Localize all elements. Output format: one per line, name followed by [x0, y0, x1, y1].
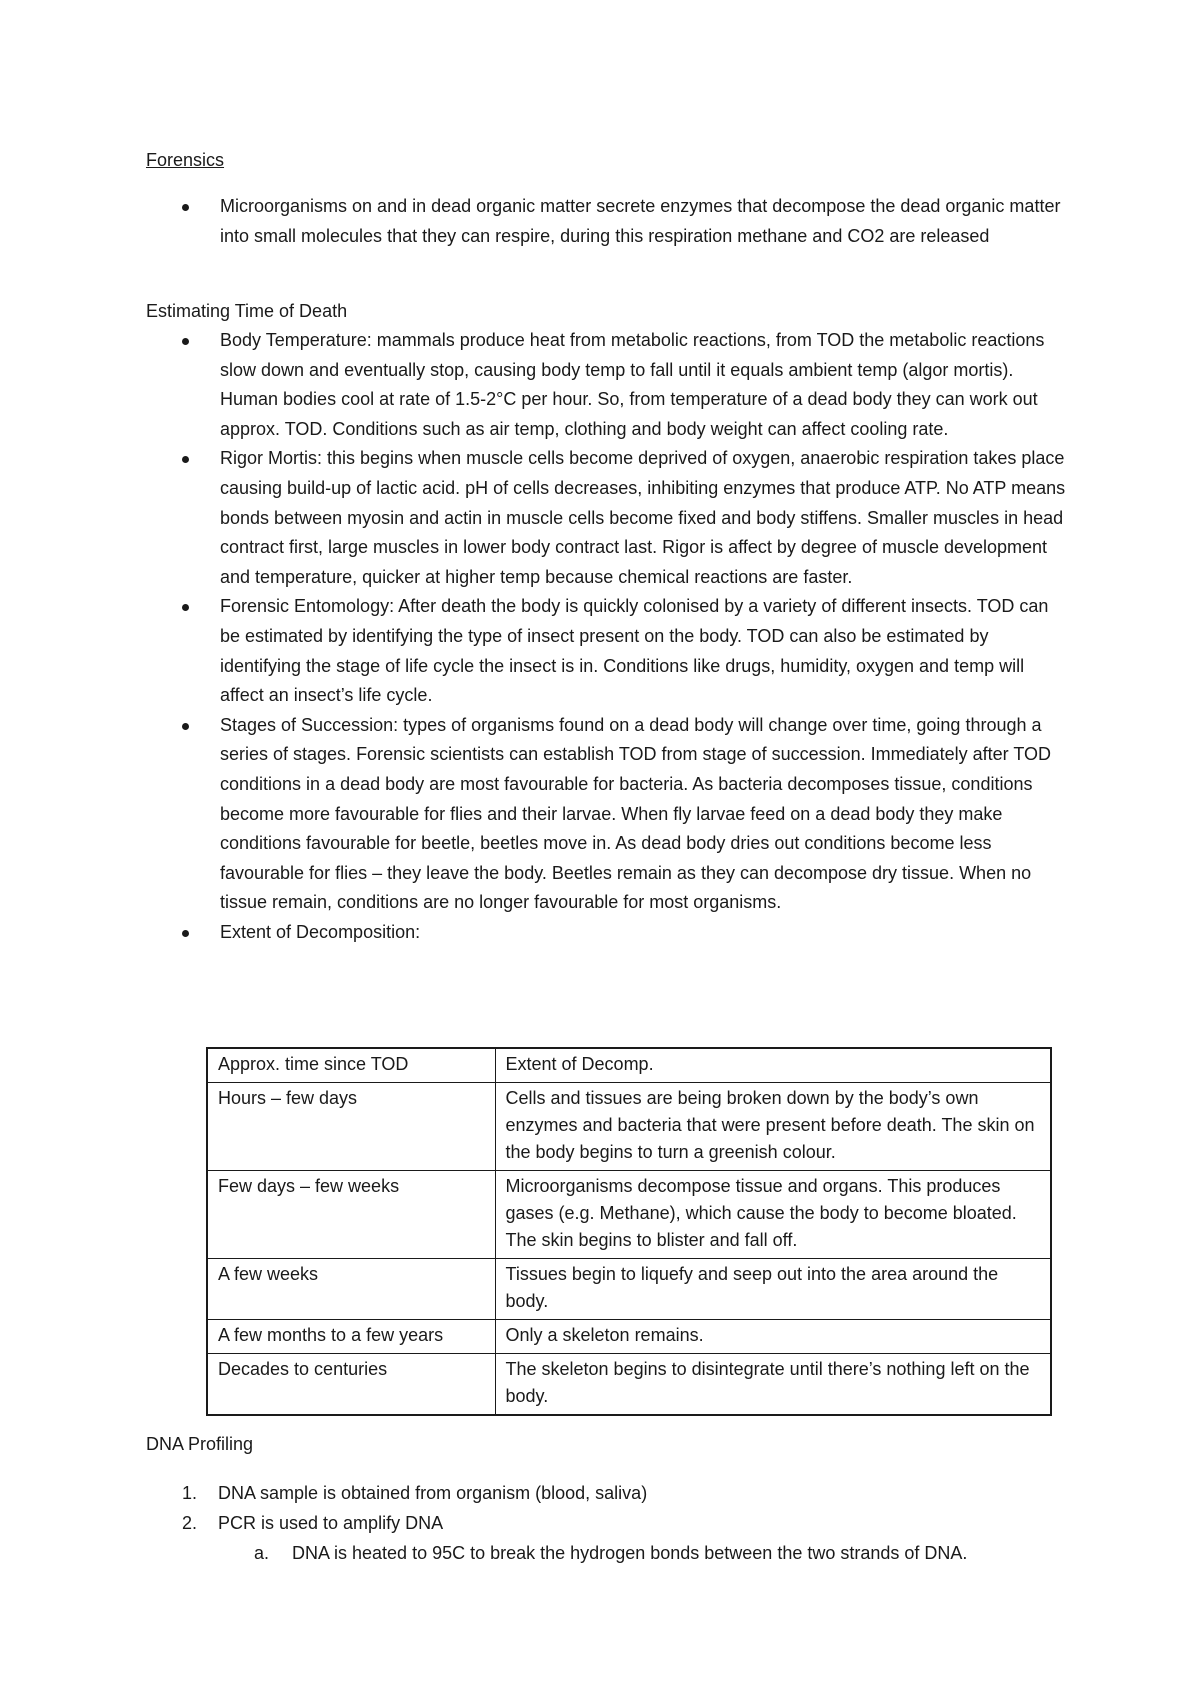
step-text: PCR is used to amplify DNA	[218, 1513, 444, 1533]
list-item	[146, 711, 1066, 918]
table-header-cell: Extent of Decomp.	[495, 1048, 1051, 1083]
table-cell: Tissues begin to liquefy and seep out into the area around the body.	[495, 1259, 1051, 1320]
list-item	[146, 192, 1066, 251]
list-item	[146, 592, 1066, 710]
list-item	[146, 1508, 1086, 1538]
dna-heading: DNA Profiling	[146, 1434, 254, 1454]
list-item	[146, 1478, 1086, 1508]
list-letter: a.	[254, 1543, 270, 1563]
table-row	[207, 1320, 1051, 1354]
table-header-cell: Approx. time since TOD	[207, 1048, 495, 1083]
table-cell: Decades to centuries	[207, 1354, 495, 1416]
list-number: 1.	[182, 1483, 198, 1503]
table-cell: A few months to a few years	[207, 1320, 495, 1354]
step-text: DNA sample is obtained from organism (blood, saliva)	[218, 1483, 648, 1503]
table-row	[207, 1259, 1051, 1320]
bullet-icon	[182, 456, 189, 463]
list-item	[146, 326, 1066, 444]
bullet-icon	[182, 204, 189, 211]
substep-text: DNA is heated to 95C to break the hydrogen bonds between the two strands of DNA.	[292, 1543, 968, 1563]
table-header-row	[207, 1048, 1051, 1083]
table-row	[207, 1083, 1051, 1171]
table-cell: Hours – few days	[207, 1083, 495, 1171]
tod-bullet-list	[146, 326, 1066, 947]
bullet-icon	[182, 930, 189, 937]
list-item	[146, 1538, 1086, 1568]
table-cell: Few days – few weeks	[207, 1171, 495, 1259]
table-cell: The skeleton begins to disintegrate until there’s nothing left on the body.	[495, 1354, 1051, 1416]
bullet-text: Rigor Mortis: this begins when muscle cells become deprived of oxygen, anaerobic respiration takes place causing build-up of lactic acid. pH of cells decreases, inhibiting enzymes that produce ATP. No ATP means bonds between myosin and actin in muscle cells become fixed and body stiffens. Smaller muscles in head contract first, large muscles in lower body contract last. Rigor is affect by degree of muscle development and temperature, quicker at higher temp because chemical reactions are faster.	[220, 448, 1066, 587]
bullet-text: Body Temperature: mammals produce heat from metabolic reactions, from TOD the metabolic reactions slow down and eventually stop, causing body temp to fall until it equals ambient temp (algor mortis). Human bodies cool at rate of 1.5-2°C per hour. So, from temperature of a dead body they can work out approx. TOD. Conditions such as air temp, clothing and body weight can affect cooling rate.	[220, 330, 1045, 439]
table-cell: Only a skeleton remains.	[495, 1320, 1051, 1354]
list-item	[146, 444, 1066, 592]
bullet-icon	[182, 338, 189, 345]
table-cell: Microorganisms decompose tissue and organs. This produces gases (e.g. Methane), which cause the body to become bloated. The skin begins to blister and fall off.	[495, 1171, 1051, 1259]
dna-steps-list	[146, 1478, 1086, 1568]
table-cell: Cells and tissues are being broken down by the body’s own enzymes and bacteria that were present before death. The skin on the body begins to turn a greenish colour.	[495, 1083, 1051, 1171]
tod-heading: Estimating Time of Death	[146, 301, 348, 321]
bullet-icon	[182, 604, 189, 611]
bullet-text: Forensic Entomology: After death the body is quickly colonised by a variety of different insects. TOD can be estimated by identifying the type of insect present on the body. TOD can also be estimated by identifying the stage of life cycle the insect is in. Conditions like drugs, humidity, oxygen and temp will affect an insect’s life cycle.	[220, 596, 1049, 706]
bullet-icon	[182, 723, 189, 730]
bullet-text: Stages of Succession: types of organisms found on a dead body will change over time, going through a series of stages. Forensic scientists can establish TOD from stage of succession. Immediately after TOD conditions in a dead body are most favourable for bacteria. As bacteria decomposes tissue, conditions become more favourable for flies and their larvae. When fly larvae feed on a dead body they make conditions favourable for beetle, beetles move in. As dead body dries out conditions become less favourable for flies – they leave the body. Beetles remain as they can decompose dry tissue. When no tissue remain, conditions are no longer favourable for most organisms.	[220, 714, 1052, 913]
forensics-bullet-list	[146, 192, 1066, 251]
table-cell: A few weeks	[207, 1259, 495, 1320]
list-item	[146, 918, 1066, 948]
table-row	[207, 1171, 1051, 1259]
bullet-text: Extent of Decomposition:	[220, 921, 421, 942]
list-number: 2.	[182, 1513, 198, 1533]
bullet-text: Microorganisms on and in dead organic matter secrete enzymes that decompose the dead organic matter into small molecules that they can respire, during this respiration methane and CO2 are released	[220, 196, 1061, 246]
forensics-heading: Forensics	[146, 150, 225, 170]
decomposition-table	[206, 1047, 1052, 1416]
table-row	[207, 1354, 1051, 1416]
